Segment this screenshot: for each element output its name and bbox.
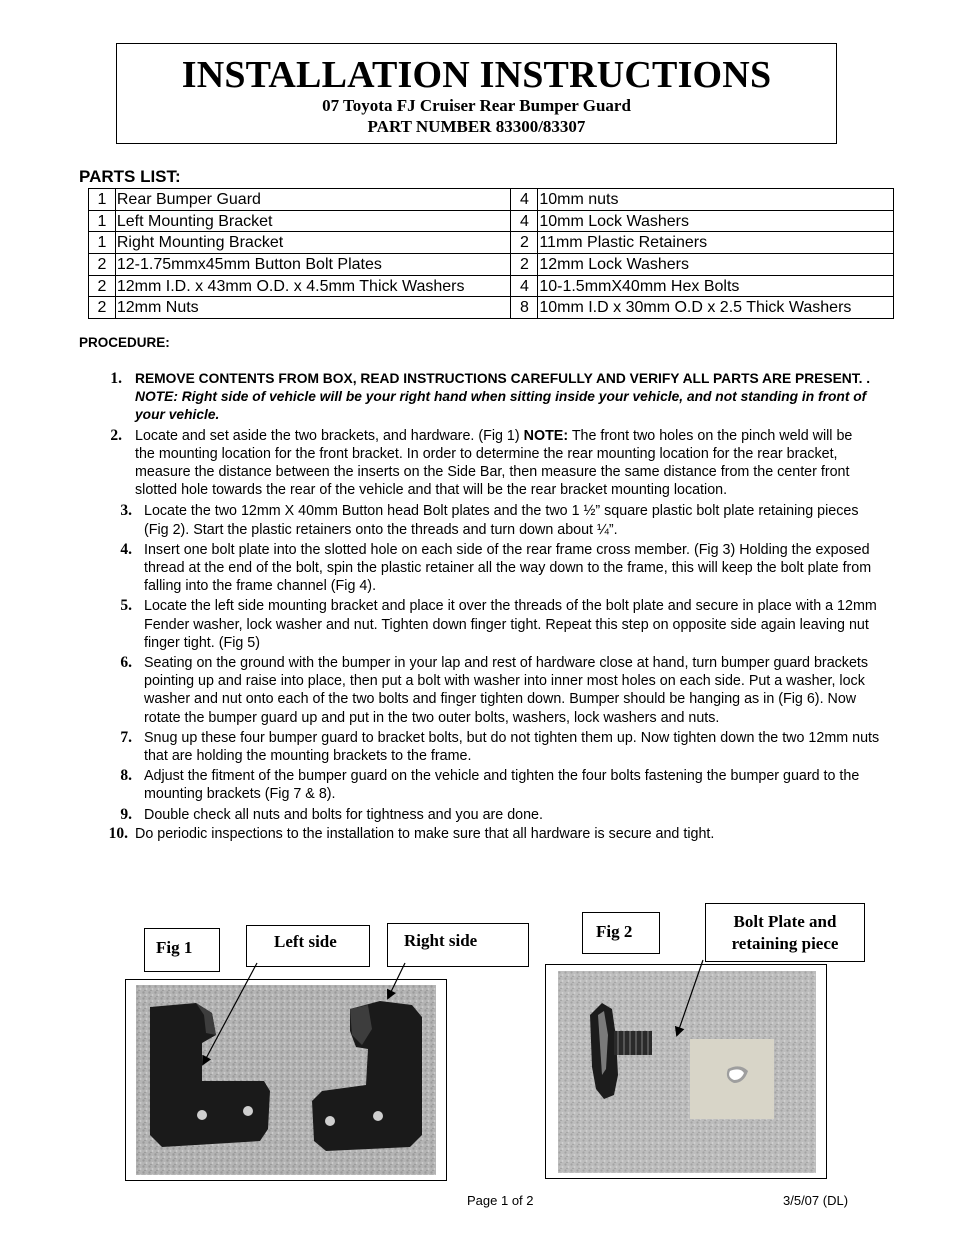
step-number: 1. xyxy=(110,370,122,387)
bolt-plate-arrow xyxy=(677,960,703,1035)
description-cell: Right Mounting Bracket xyxy=(115,232,511,254)
qty-cell: 2 xyxy=(511,232,538,254)
page-number: Page 1 of 2 xyxy=(467,1193,534,1208)
fig2-label: Fig 2 xyxy=(582,912,660,954)
step-text: Seating on the ground with the bumper in your lap and rest of hardware close at hand, turn bumper guard brackets pointing up and raise into place, then put a bolt with washer into inner most holes on each side. Put a washer, lock washer and nut onto each of the two bolts and finger tighten down. Bumper should be hanging as in (Fig 6). Now rotate the bumper guard up and put in the two outer bolts, washers, lock washers and nuts. xyxy=(144,655,869,726)
description-cell: 12mm I.D. x 43mm O.D. x 4.5mm Thick Washers xyxy=(115,275,511,297)
bolt-plate-label: Bolt Plate and retaining piece xyxy=(705,903,865,962)
description-cell: 12mm Nuts xyxy=(115,297,511,319)
description-cell: 10mm I.D x 30mm O.D x 2.5 Thick Washers xyxy=(538,297,894,319)
right-side-arrow xyxy=(388,963,405,998)
step-text: REMOVE CONTENTS FROM BOX, READ INSTRUCTIONS CAREFULLY AND VERIFY ALL PARTS ARE PRESENT. . xyxy=(135,371,871,386)
left-side-arrow xyxy=(203,963,257,1064)
description-cell: 12mm Lock Washers xyxy=(538,254,894,276)
step-text: Insert one bolt plate into the slotted hole on each side of the rear frame cross member. (Fig 3) Holding the exposed thread at the end of the bolt, spin the plastic retainer all the way down to the frame, this will keep the bolt plate from falling into the frame channel (Fig 4). xyxy=(144,541,872,595)
qty-cell: 4 xyxy=(511,210,538,232)
page-title: INSTALLATION INSTRUCTIONS xyxy=(181,54,772,96)
right-side-label: Right side xyxy=(387,923,529,967)
description-cell: 12-1.75mmx45mm Button Bolt Plates xyxy=(115,254,511,276)
description-cell: 10mm nuts xyxy=(538,189,894,211)
step-number: 2. xyxy=(110,426,122,444)
description-cell: 11mm Plastic Retainers xyxy=(538,232,894,254)
step-text: Snug up these four bumper guard to bracket bolts, but do not tighten them up. Now tighten down the two 12mm nuts that are holding the mounting brackets to the frame. xyxy=(144,729,880,765)
step-number: 8. xyxy=(120,767,132,785)
qty-cell: 2 xyxy=(511,254,538,276)
qty-cell: 2 xyxy=(89,254,116,276)
qty-cell: 2 xyxy=(89,297,116,319)
qty-cell: 4 xyxy=(511,189,538,211)
step-number: 9. xyxy=(120,805,132,823)
product-subtitle: 07 Toyota FJ Cruiser Rear Bumper Guard xyxy=(322,96,631,115)
step-number: 4. xyxy=(120,540,132,558)
procedure-heading: PROCEDURE: xyxy=(79,335,170,350)
step-text: Double check all nuts and bolts for tightness and you are done. xyxy=(144,806,543,823)
step-text: Adjust the fitment of the bumper guard on the vehicle and tighten the four bolts fastening the bumper guard to the mounting brackets (Fig 7 & 8). xyxy=(144,768,860,803)
step-number: 5. xyxy=(120,597,132,615)
step-text: Do periodic inspections to the installation to make sure that all hardware is secure and tight. xyxy=(135,825,715,842)
qty-cell: 1 xyxy=(89,189,116,211)
qty-cell: 2 xyxy=(89,275,116,297)
step-number: 6. xyxy=(120,654,132,672)
step-number: 7. xyxy=(120,728,132,746)
description-cell: 10-1.5mmX40mm Hex Bolts xyxy=(538,275,894,297)
step-text: Locate the left side mounting bracket and place it over the threads of the bolt plate and secure in place with a 12mm Fender washer, lock washer and nut. Tighten down finger tight. Repeat this step on opposite side again leaving nut finger tight. (Fig 5) xyxy=(144,598,877,651)
step-number: 3. xyxy=(120,502,132,520)
fig1-label: Fig 1 xyxy=(144,928,220,972)
part-number: PART NUMBER 83300/83307 xyxy=(367,117,586,136)
step-note: NOTE: Right side of vehicle will be your right hand when sitting inside your vehicle, and not standing in front of your vehicle. xyxy=(135,389,867,423)
step-text: The front two holes on the pinch weld will be the mounting location for the front bracket. In order to determine the rear mounting location for the rear bracket, measure the distance between the inserts on the Side Bar, then measure the same distance from the center front slotted hole towards the rear of the vehicle and that will be the rear bracket mounting location. xyxy=(135,427,853,499)
qty-cell: 1 xyxy=(89,210,116,232)
left-side-label: Left side xyxy=(246,925,370,967)
step-note-label: NOTE: xyxy=(523,427,569,444)
step-text: Locate the two 12mm X 40mm Button head Bolt plates and the two 1 ½” square plastic bolt plate retaining pieces (Fig 2). Start the plastic retainers onto the threads and turn down about ¼”. xyxy=(144,503,859,538)
description-cell: Rear Bumper Guard xyxy=(115,189,511,211)
step-number: 10. xyxy=(108,824,128,842)
revision-date: 3/5/07 (DL) xyxy=(783,1193,849,1208)
description-cell: 10mm Lock Washers xyxy=(538,210,894,232)
description-cell: Left Mounting Bracket xyxy=(115,210,511,232)
qty-cell: 4 xyxy=(511,275,538,297)
parts-list-heading: PARTS LIST: xyxy=(79,167,181,186)
qty-cell: 1 xyxy=(89,232,116,254)
step-text: Locate and set aside the two brackets, and hardware. (Fig 1) xyxy=(135,427,524,444)
qty-cell: 8 xyxy=(511,297,538,319)
